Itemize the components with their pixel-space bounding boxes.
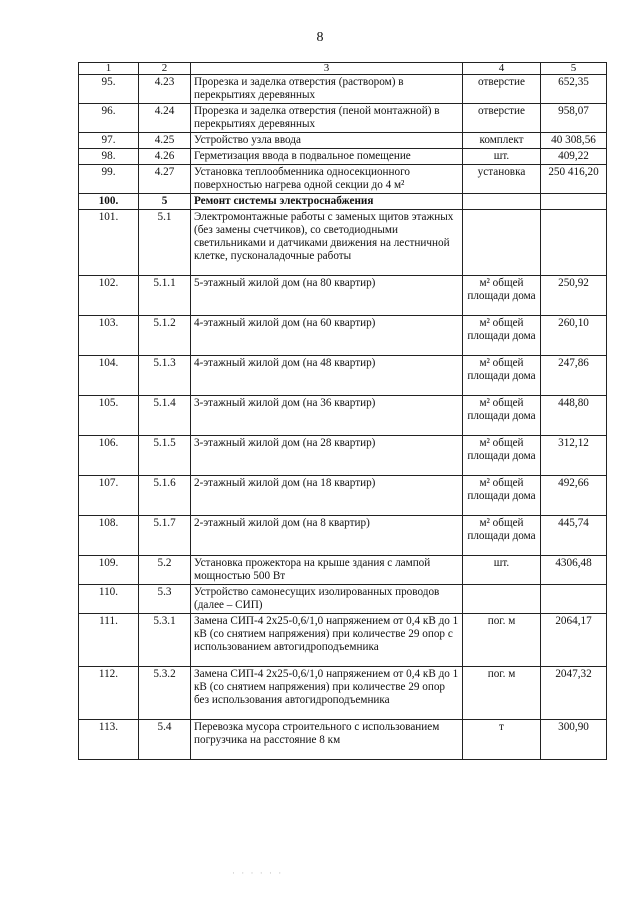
item-code: 4.26: [139, 149, 191, 165]
item-name: Замена СИП-4 2х25-0,6/1,0 напряжением от 0,4 кВ до 1 кВ (со снятием напряжения) при количестве 29 опор без использования автогидроподъемника: [191, 667, 463, 720]
table-row: [79, 210, 607, 276]
item-code: 4.27: [139, 165, 191, 194]
item-unit: м² общей площади дома: [463, 436, 541, 476]
item-name: 2-этажный жилой дом (на 8 квартир): [191, 516, 463, 556]
item-price: 250,92: [541, 276, 607, 316]
item-name: Прорезка и заделка отверстия (раствором) в перекрытиях деревянных: [191, 75, 463, 104]
item-code: 5.4: [139, 720, 191, 760]
table-row: [79, 276, 607, 316]
item-name: Перевозка мусора строительного с использованием погрузчика на расстояние 8 км: [191, 720, 463, 760]
item-price: 312,12: [541, 436, 607, 476]
item-code: 5.1: [139, 210, 191, 276]
item-name: Электромонтажные работы с заменых щитов этажных (без замены счетчиков), со светодиодными светильниками и датчиками движения на лестничной клетке, пусконаладочные работы: [191, 210, 463, 276]
item-price: 652,35: [541, 75, 607, 104]
item-name: Замена СИП-4 2х25-0,6/1,0 напряжением от 0,4 кВ до 1 кВ (со снятием напряжения) при количестве 29 опор с использованием автогидроподъемника: [191, 614, 463, 667]
item-unit: отверстие: [463, 104, 541, 133]
table-row: [79, 75, 607, 104]
item-name: Герметизация ввода в подвальное помещение: [191, 149, 463, 165]
item-unit: комплект: [463, 133, 541, 149]
table-row: [79, 316, 607, 356]
item-name: 4-этажный жилой дом (на 48 квартир): [191, 356, 463, 396]
item-code: 5.3.2: [139, 667, 191, 720]
item-name: 3-этажный жилой дом (на 28 квартир): [191, 436, 463, 476]
table-row: [79, 436, 607, 476]
item-code: 5.1.4: [139, 396, 191, 436]
table-row: [79, 396, 607, 436]
row-number: 105.: [79, 396, 139, 436]
row-number: 111.: [79, 614, 139, 667]
item-name: Ремонт системы электроснабжения: [191, 194, 463, 210]
table-row: [79, 556, 607, 585]
item-code: 5.1.6: [139, 476, 191, 516]
table-row: [79, 516, 607, 556]
item-code: 4.23: [139, 75, 191, 104]
item-code: 5.1.7: [139, 516, 191, 556]
item-price: 260,10: [541, 316, 607, 356]
item-unit: шт.: [463, 149, 541, 165]
item-unit: м² общей площади дома: [463, 476, 541, 516]
footer-marks: · · · · · ·: [232, 868, 284, 878]
item-code: 5.2: [139, 556, 191, 585]
row-number: 107.: [79, 476, 139, 516]
item-name: 2-этажный жилой дом (на 18 квартир): [191, 476, 463, 516]
row-number: 100.: [79, 194, 139, 210]
item-unit: м² общей площади дома: [463, 516, 541, 556]
table-row: [79, 356, 607, 396]
table-row: [79, 165, 607, 194]
row-number: 106.: [79, 436, 139, 476]
table-row: [79, 194, 607, 210]
item-unit: [463, 210, 541, 276]
table-row: [79, 720, 607, 760]
item-price: 250 416,20: [541, 165, 607, 194]
item-price: 492,66: [541, 476, 607, 516]
row-number: 99.: [79, 165, 139, 194]
row-number: 103.: [79, 316, 139, 356]
item-unit: [463, 585, 541, 614]
item-price: 300,90: [541, 720, 607, 760]
item-unit: установка: [463, 165, 541, 194]
item-name: 3-этажный жилой дом (на 36 квартир): [191, 396, 463, 436]
row-number: 112.: [79, 667, 139, 720]
table-row: [79, 667, 607, 720]
item-code: 4.25: [139, 133, 191, 149]
row-number: 110.: [79, 585, 139, 614]
item-code: 5.1.2: [139, 316, 191, 356]
item-unit: м² общей площади дома: [463, 276, 541, 316]
item-price: 247,86: [541, 356, 607, 396]
table-row: [79, 476, 607, 516]
item-name: Прорезка и заделка отверстия (пеной монтажной) в перекрытиях деревянных: [191, 104, 463, 133]
item-name: 5-этажный жилой дом (на 80 квартир): [191, 276, 463, 316]
table-row: [79, 133, 607, 149]
item-unit: м² общей площади дома: [463, 396, 541, 436]
item-name: Установка прожектора на крыше здания с лампой мощностью 500 Вт: [191, 556, 463, 585]
item-price: 409,22: [541, 149, 607, 165]
item-unit: м² общей площади дома: [463, 356, 541, 396]
table-row: [79, 614, 607, 667]
item-unit: пог. м: [463, 614, 541, 667]
table-row: [79, 104, 607, 133]
item-price: [541, 585, 607, 614]
item-name: Устройство узла ввода: [191, 133, 463, 149]
row-number: 97.: [79, 133, 139, 149]
row-number: 108.: [79, 516, 139, 556]
item-unit: м² общей площади дома: [463, 316, 541, 356]
item-price: [541, 194, 607, 210]
row-number: 95.: [79, 75, 139, 104]
page-number: 8: [316, 30, 324, 45]
header-col-1: 1: [79, 63, 139, 75]
item-code: 4.24: [139, 104, 191, 133]
item-code: 5: [139, 194, 191, 210]
row-number: 104.: [79, 356, 139, 396]
item-price: 4306,48: [541, 556, 607, 585]
item-code: 5.1.5: [139, 436, 191, 476]
row-number: 96.: [79, 104, 139, 133]
header-col-3: 3: [191, 63, 463, 75]
header-col-4: 4: [463, 63, 541, 75]
price-table: [78, 62, 607, 760]
item-price: 958,07: [541, 104, 607, 133]
item-name: Устройство самонесущих изолированных проводов (далее – СИП): [191, 585, 463, 614]
table-row: [79, 585, 607, 614]
item-price: 445,74: [541, 516, 607, 556]
item-price: [541, 210, 607, 276]
row-number: 98.: [79, 149, 139, 165]
item-name: 4-этажный жилой дом (на 60 квартир): [191, 316, 463, 356]
item-unit: пог. м: [463, 667, 541, 720]
item-name: Установка теплообменника односекционного поверхностью нагрева одной секции до 4 м²: [191, 165, 463, 194]
table-body: [79, 75, 607, 760]
item-code: 5.1.1: [139, 276, 191, 316]
item-price: 40 308,56: [541, 133, 607, 149]
table-row: [79, 149, 607, 165]
row-number: 102.: [79, 276, 139, 316]
item-code: 5.3: [139, 585, 191, 614]
table-header-row: [79, 63, 607, 75]
item-code: 5.3.1: [139, 614, 191, 667]
row-number: 101.: [79, 210, 139, 276]
item-unit: [463, 194, 541, 210]
header-col-5: 5: [541, 63, 607, 75]
header-col-2: 2: [139, 63, 191, 75]
item-price: 2064,17: [541, 614, 607, 667]
row-number: 113.: [79, 720, 139, 760]
item-code: 5.1.3: [139, 356, 191, 396]
item-unit: т: [463, 720, 541, 760]
item-price: 448,80: [541, 396, 607, 436]
item-unit: шт.: [463, 556, 541, 585]
item-price: 2047,32: [541, 667, 607, 720]
row-number: 109.: [79, 556, 139, 585]
item-unit: отверстие: [463, 75, 541, 104]
